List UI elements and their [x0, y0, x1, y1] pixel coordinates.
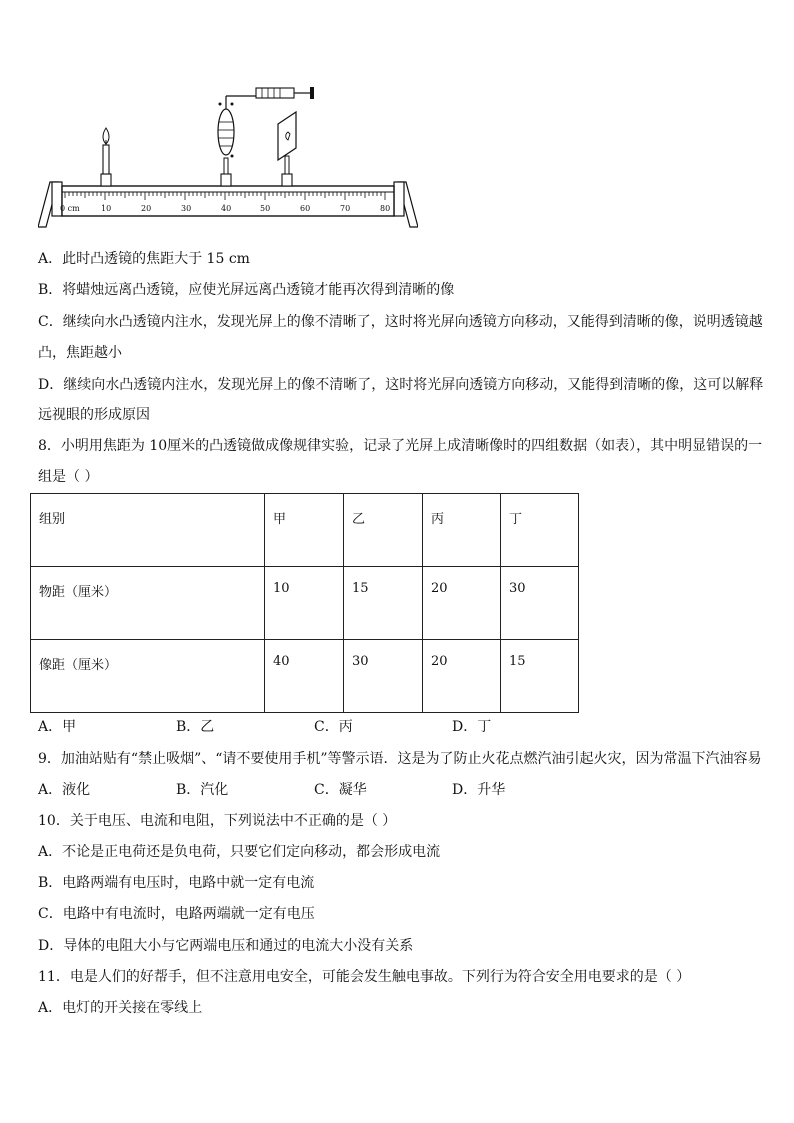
q10-stem: 10．关于电压、电流和电阻，下列说法中不正确的是（ ） — [38, 813, 397, 829]
header-cell-yi: 乙 — [344, 494, 423, 567]
table-header-row — [31, 494, 579, 567]
header-cell-ding: 丁 — [501, 494, 579, 567]
q7-option-d-line1: D．继续向水凸透镜内注水，发现光屏上的像不清晰了，这时将光屏向透镜方向移动，又能得到清晰的像，这可以解释 — [38, 377, 764, 393]
ruler-label-0: 0 cm — [60, 204, 80, 213]
q8-option-c: C．丙 — [314, 719, 353, 735]
candle — [101, 128, 111, 186]
q9-stem: 9．加油站贴有“禁止吸烟”、“请不要使用手机”等警示语．这是为了防止火花点燃汽油引起火灾，因为常温下汽油容易 — [38, 751, 762, 767]
header-cell-bing: 丙 — [423, 494, 501, 567]
table-cell: 20 — [423, 567, 501, 640]
row-label-image-distance: 像距（厘米） — [31, 640, 265, 713]
syringe — [256, 87, 314, 99]
q9-option-c: C．凝华 — [314, 782, 367, 798]
ruler-label-40: 40 — [221, 204, 232, 213]
ruler-label-20: 20 — [141, 204, 152, 213]
q10-option-d: D．导体的电阻大小与它两端电压和通过的电流大小没有关系 — [38, 938, 414, 954]
ruler-label-80: 80 — [380, 204, 391, 213]
q10-option-a: A．不论是正电荷还是负电荷，只要它们定向移动，都会形成电流 — [38, 844, 441, 860]
optical-bench-figure — [38, 82, 418, 232]
ruler-label-70: 70 — [340, 204, 351, 213]
light-screen — [278, 112, 296, 186]
q7-option-a: A．此时凸透镜的焦距大于 15 cm — [38, 251, 250, 267]
q7-option-b: B．将蜡烛远离凸透镜，应使光屏远离凸透镜才能再次得到清晰的像 — [38, 282, 455, 298]
right-end-block — [394, 182, 404, 216]
table-cell: 15 — [501, 640, 579, 713]
table-cell: 30 — [344, 640, 423, 713]
q10-option-c: C．电路中有电流时，电路两端就一定有电压 — [38, 906, 315, 922]
header-cell-group: 组别 — [31, 494, 265, 567]
q9-option-b: B．汽化 — [176, 782, 229, 798]
row-label-object-distance: 物距（厘米） — [31, 567, 265, 640]
q8-data-table — [30, 493, 579, 713]
water-lens — [218, 96, 270, 186]
q8-stem-line2: 组是（ ） — [38, 469, 99, 485]
q8-option-d: D．丁 — [452, 719, 492, 735]
ruler-label-50: 50 — [260, 204, 271, 213]
q10-option-b: B．电路两端有电压时，电路中就一定有电流 — [38, 875, 315, 891]
q9-option-d: D．升华 — [452, 782, 506, 798]
q8-stem-line1: 8．小明用焦距为 10厘米的凸透镜做成像规律实验，记录了光屏上成清晰像时的四组数据（如表），其中明显错误的一 — [38, 438, 763, 454]
q11-option-a: A．电灯的开关接在零线上 — [38, 1000, 203, 1016]
ruler-label-10: 10 — [101, 204, 112, 213]
table-cell: 40 — [265, 640, 344, 713]
q7-option-c-line1: C．继续向水凸透镜内注水，发现光屏上的像不清晰了，这时将光屏向透镜方向移动，又能得到清晰的像，说明透镜越 — [38, 314, 763, 330]
table-row — [31, 640, 579, 713]
table-cell: 10 — [265, 567, 344, 640]
ruler-label-60: 60 — [300, 204, 311, 213]
table-cell: 20 — [423, 640, 501, 713]
q7-option-c-line2: 凸，焦距越小 — [38, 345, 122, 361]
table-cell: 30 — [501, 567, 579, 640]
ruler-label-30: 30 — [181, 204, 192, 213]
table-row — [31, 567, 579, 640]
q7-option-d-line2: 远视眼的形成原因 — [38, 407, 150, 423]
q8-option-a: A．甲 — [38, 719, 77, 735]
table-cell: 15 — [344, 567, 423, 640]
header-cell-jia: 甲 — [265, 494, 344, 567]
q11-stem: 11．电是人们的好帮手，但不注意用电安全，可能会发生触电事故。下列行为符合安全用电要求的是（ ） — [38, 969, 691, 985]
q8-option-b: B．乙 — [176, 719, 215, 735]
q9-option-a: A．液化 — [38, 782, 91, 798]
